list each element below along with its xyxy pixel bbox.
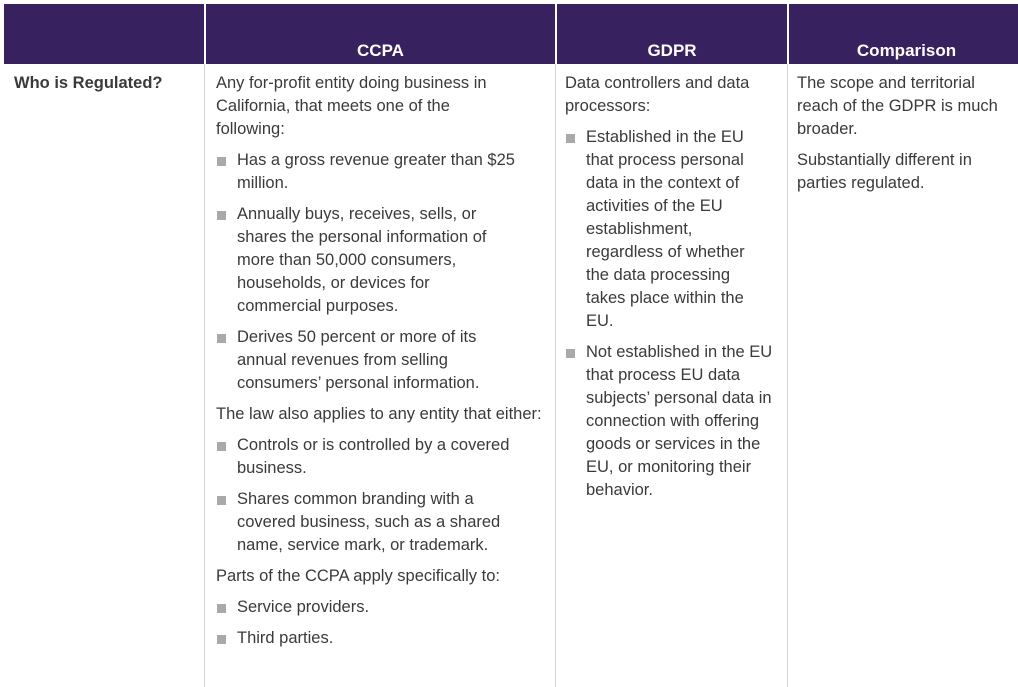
table-header-row	[4, 4, 1018, 64]
ccpa-also-list	[216, 434, 545, 557]
header-gdpr: GDPR	[557, 4, 787, 64]
ccpa-parts-list	[216, 596, 545, 650]
gdpr-list	[565, 126, 781, 502]
square-bullet-icon	[217, 157, 226, 166]
gdpr-intro: Data controllers and data processors:	[565, 74, 750, 115]
list-item: Third parties.	[216, 627, 545, 650]
comparison-cell	[789, 64, 1018, 658]
square-bullet-icon	[566, 134, 575, 143]
square-bullet-icon	[566, 349, 575, 358]
square-bullet-icon	[217, 604, 226, 613]
square-bullet-icon	[217, 211, 226, 220]
row-label: Who is Regulated?	[14, 74, 163, 92]
ccpa-parts-intro: Parts of the CCPA apply specifically to:	[216, 567, 500, 585]
list-item: Service providers.	[216, 596, 545, 619]
square-bullet-icon	[217, 635, 226, 644]
square-bullet-icon	[217, 442, 226, 451]
list-item: Not established in the EU that process EU data subjects’ personal data in connection with offering goods or services in the EU, or monitoring their behavior.	[565, 341, 781, 502]
ccpa-intro: Any for-profit entity doing business in California, that meets one of the following:	[216, 74, 487, 138]
row-label-cell	[4, 64, 204, 658]
ccpa-cell	[206, 64, 555, 658]
column-divider	[555, 64, 556, 687]
column-divider	[787, 64, 788, 687]
comparison-table	[4, 4, 1018, 658]
table-row	[4, 64, 1018, 658]
ccpa-also-intro: The law also applies to any entity that either:	[216, 405, 542, 423]
square-bullet-icon	[217, 334, 226, 343]
list-item: Shares common branding with a covered business, such as a shared name, service mark, or trademark.	[216, 488, 531, 557]
list-item: Established in the EU that process personal data in the context of activities of the EU establishment, regardless of whether the data processing takes place within the EU.	[565, 126, 765, 333]
comparison-paragraph: The scope and territorial reach of the GDPR is much broader.	[797, 74, 998, 138]
ccpa-criteria-list	[216, 149, 545, 395]
list-item: Has a gross revenue greater than $25 million.	[216, 149, 515, 195]
list-item: Derives 50 percent or more of its annual revenues from selling consumers’ personal information.	[216, 326, 515, 395]
header-ccpa: CCPA	[206, 4, 555, 64]
square-bullet-icon	[217, 496, 226, 505]
header-comparison: Comparison	[789, 4, 1018, 64]
header-empty	[4, 4, 204, 64]
comparison-paragraph: Substantially different in parties regulated.	[797, 151, 972, 192]
list-item: Controls or is controlled by a covered business.	[216, 434, 545, 480]
column-divider	[204, 64, 205, 687]
list-item: Annually buys, receives, sells, or shares the personal information of more than 50,000 consumers, households, or devices for commercial purposes.	[216, 203, 517, 318]
gdpr-cell	[557, 64, 787, 658]
